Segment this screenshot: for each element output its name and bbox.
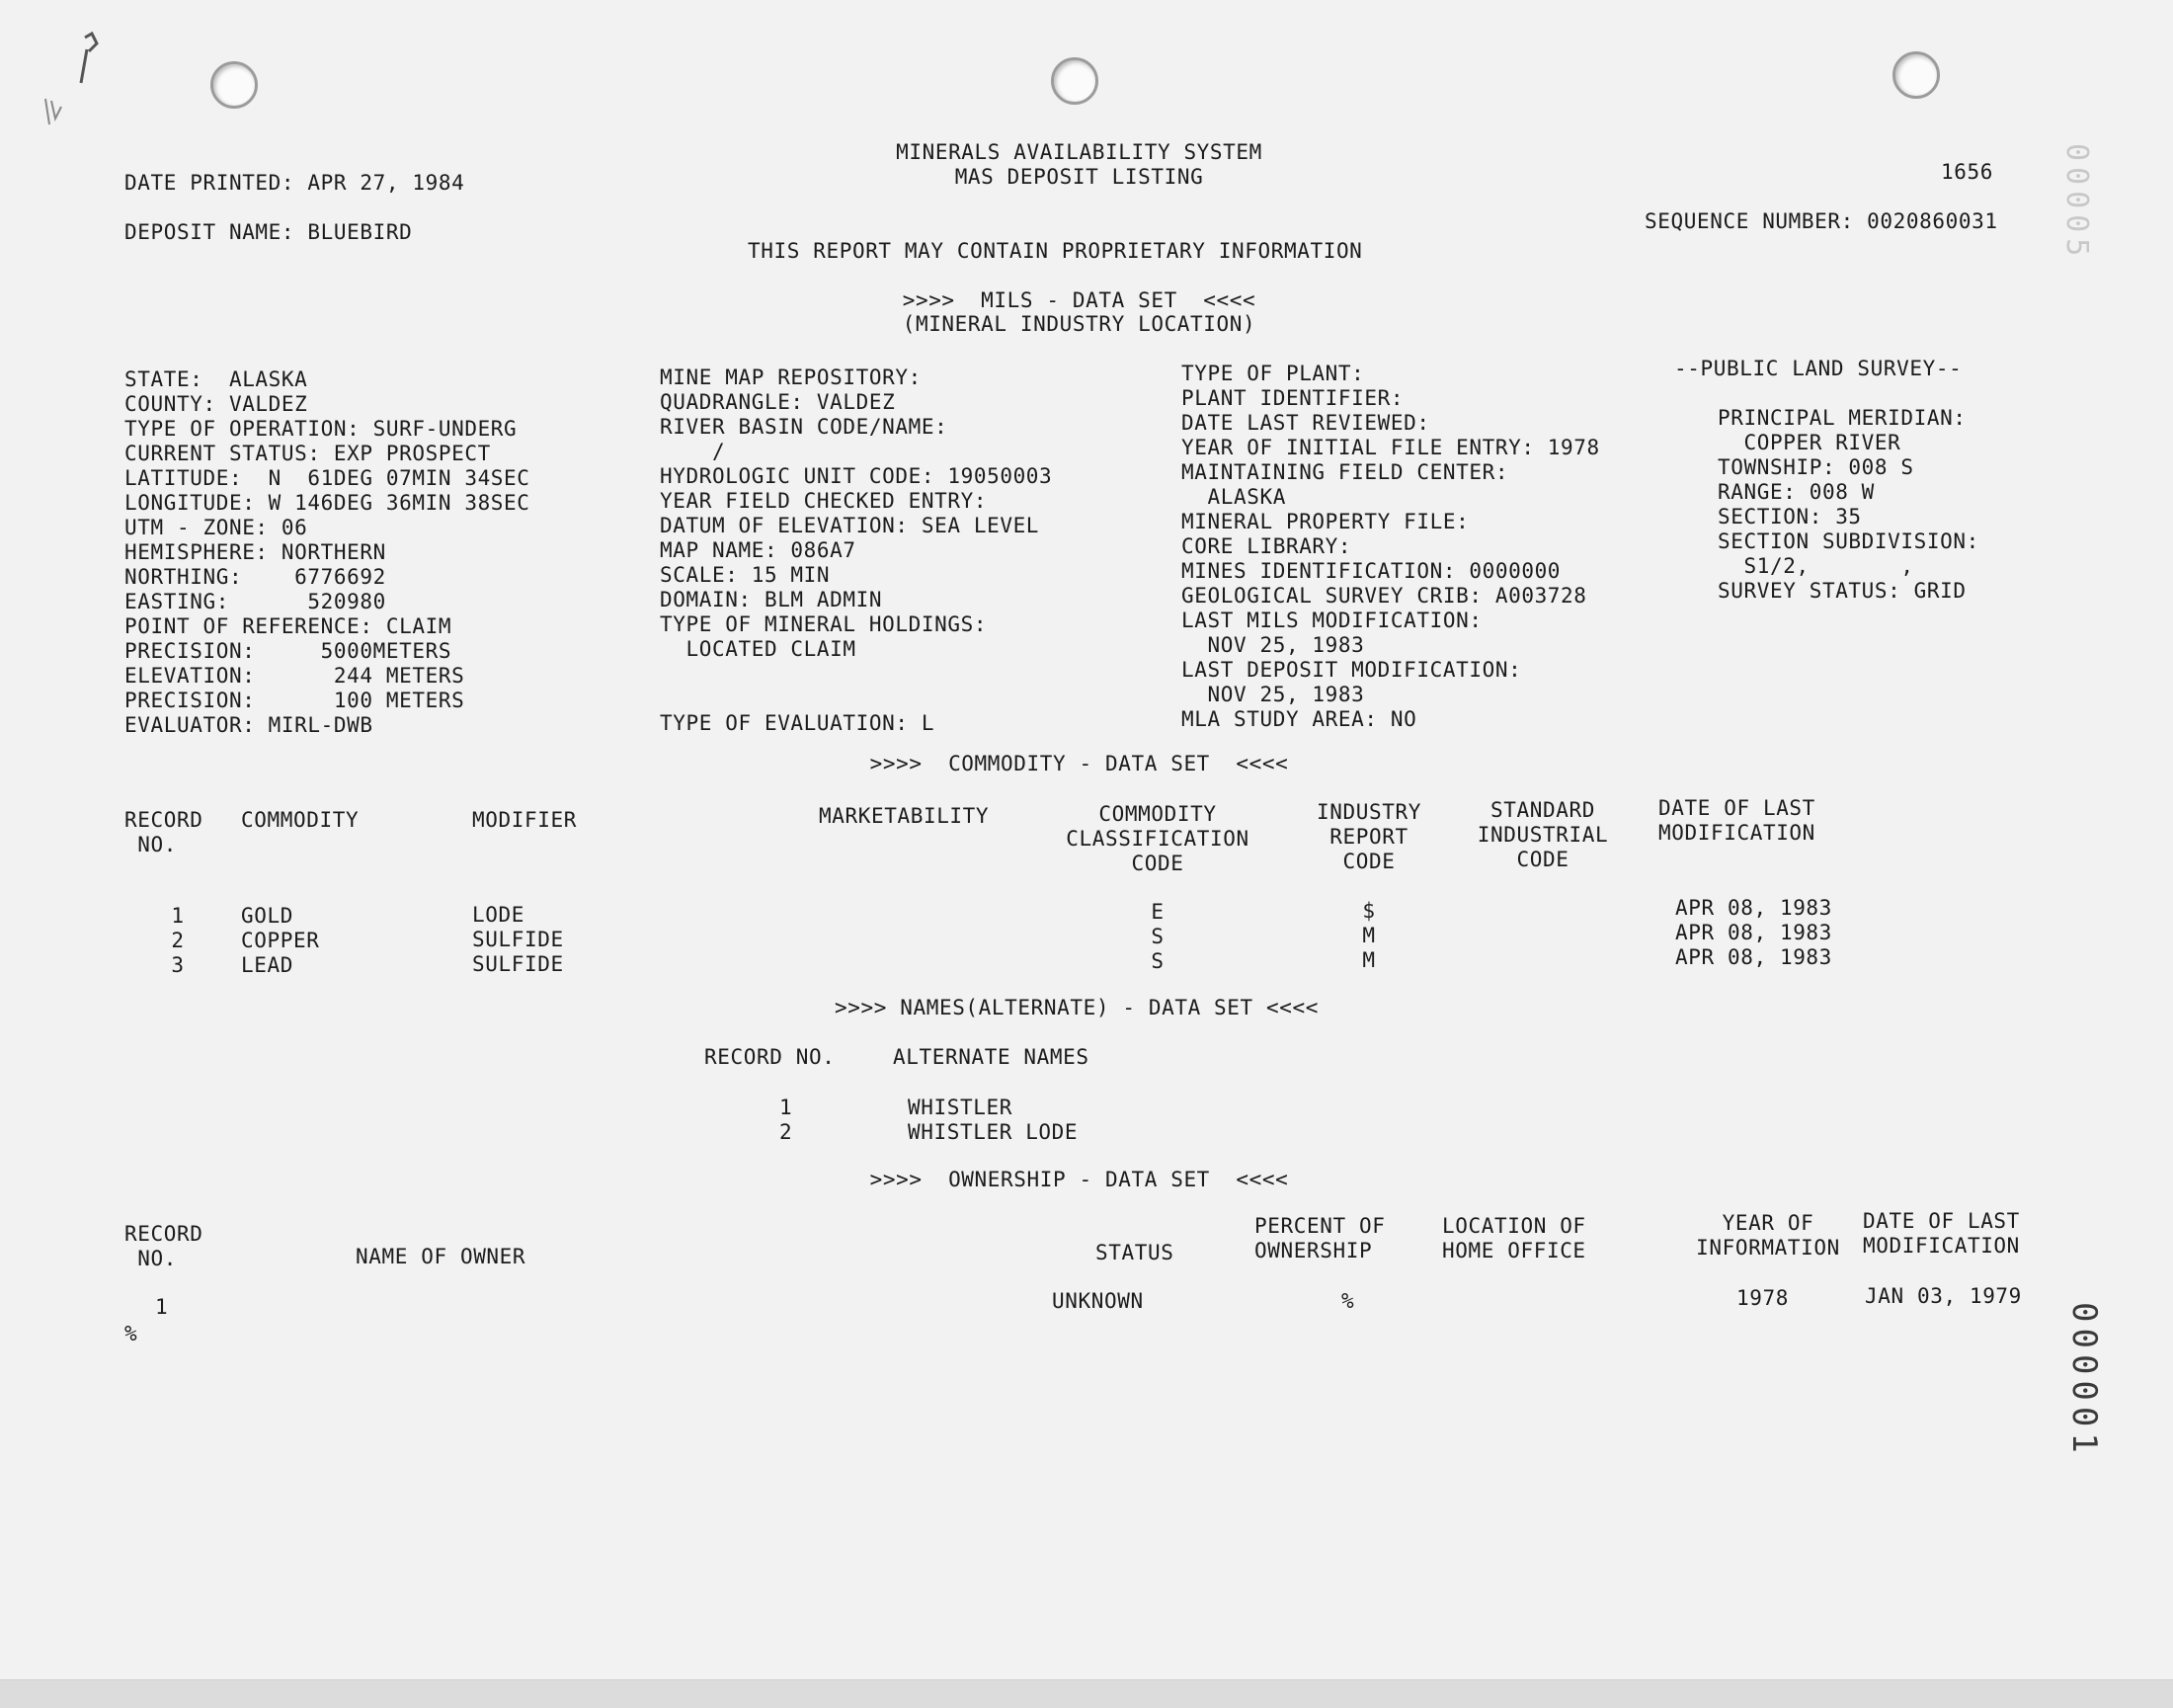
field-line: LOCATED CLAIM: [660, 637, 856, 661]
field-line: NORTHING: 6776692: [124, 565, 386, 589]
col-header-last-mod: DATE OF LAST MODIFICATION: [1658, 796, 1815, 845]
mils-heading: >>>> MILS - DATA SET <<<<: [902, 288, 1256, 312]
punch-hole-left: [210, 61, 258, 109]
cell-commodity: COPPER: [241, 929, 320, 952]
field-line: HYDROLOGIC UNIT CODE: 19050003: [660, 464, 1053, 488]
proprietary-notice: THIS REPORT MAY CONTAIN PROPRIETARY INFORMATION: [748, 239, 1363, 263]
pls-heading: --PUBLIC LAND SURVEY--: [1674, 357, 1963, 380]
field-line: MLA STUDY AREA: NO: [1181, 707, 1417, 731]
cell-last-mod: JAN 03, 1979: [1865, 1284, 2022, 1308]
system-title: MINERALS AVAILABILITY SYSTEM: [896, 140, 1262, 164]
col-header-record-no: RECORD NO.: [704, 1045, 836, 1069]
field-line: POINT OF REFERENCE: CLAIM: [124, 614, 452, 638]
col-header-status: STATUS: [1095, 1241, 1174, 1264]
cell-class-code: S: [1151, 925, 1165, 948]
col-header-percent: PERCENT OF OWNERSHIP: [1254, 1214, 1386, 1262]
cell-record-no: 3: [171, 953, 185, 977]
col-header-record-no: RECORD NO.: [124, 808, 203, 856]
field-line: MINE MAP REPOSITORY:: [660, 366, 922, 389]
page-number: 1656: [1941, 160, 1993, 184]
cell-alternate-name: WHISTLER LODE: [908, 1120, 1079, 1144]
cell-industry-code: M: [1362, 948, 1376, 972]
pen-mark-icon: [38, 30, 107, 128]
percent-mark: %: [124, 1322, 138, 1345]
cell-last-mod: APR 08, 1983: [1675, 921, 1832, 944]
field-line: GEOLOGICAL SURVEY CRIB: A003728: [1181, 584, 1587, 608]
type-of-evaluation: TYPE OF EVALUATION: L: [660, 711, 935, 735]
field-line: PLANT IDENTIFIER:: [1181, 386, 1405, 410]
sequence-number: SEQUENCE NUMBER: 0020860031: [1645, 209, 1998, 233]
cell-industry-code: $: [1362, 899, 1376, 923]
cell-commodity: LEAD: [241, 953, 293, 977]
field-line: TOWNSHIP: 008 S: [1718, 455, 1914, 479]
col-header-owner: NAME OF OWNER: [356, 1245, 526, 1268]
field-line: COPPER RIVER: [1718, 431, 1901, 454]
cell-year: 1978: [1736, 1286, 1789, 1310]
cell-modifier: SULFIDE: [472, 952, 564, 976]
col-header-modifier: MODIFIER: [472, 808, 577, 832]
field-line: EASTING: 520980: [124, 590, 386, 613]
cell-record-no: 1: [779, 1096, 793, 1119]
margin-stamp-bottom: 000001: [2064, 1302, 2104, 1459]
field-line: MAP NAME: 086A7: [660, 538, 856, 562]
field-line: PRINCIPAL MERIDIAN:: [1718, 406, 1967, 430]
field-line: SECTION SUBDIVISION:: [1718, 529, 1979, 553]
cell-commodity: GOLD: [241, 904, 293, 928]
field-line: MINERAL PROPERTY FILE:: [1181, 510, 1470, 533]
col-header-marketability: MARKETABILITY: [819, 804, 990, 828]
field-line: PRECISION: 100 METERS: [124, 689, 465, 712]
field-line: NOV 25, 1983: [1181, 633, 1365, 657]
cell-record-no: 2: [171, 929, 185, 952]
field-line: SCALE: 15 MIN: [660, 563, 831, 587]
cell-record-no: 1: [171, 904, 185, 928]
cell-class-code: S: [1151, 949, 1165, 973]
field-line: TYPE OF MINERAL HOLDINGS:: [660, 612, 988, 636]
field-line: PRECISION: 5000METERS: [124, 639, 452, 663]
punch-hole-center: [1051, 57, 1098, 105]
field-line: QUADRANGLE: VALDEZ: [660, 390, 896, 414]
cell-record-no: 1: [155, 1295, 169, 1319]
field-line: NOV 25, 1983: [1181, 683, 1365, 706]
field-line: DOMAIN: BLM ADMIN: [660, 588, 883, 611]
field-line: S1/2, ,: [1718, 554, 1914, 578]
field-line: TYPE OF OPERATION: SURF-UNDERG: [124, 417, 518, 441]
field-line: CORE LIBRARY:: [1181, 534, 1352, 558]
cell-modifier: SULFIDE: [472, 928, 564, 951]
field-line: YEAR FIELD CHECKED ENTRY:: [660, 489, 988, 513]
field-line: ALASKA: [1181, 485, 1286, 509]
margin-stamp-top: 00005: [2059, 143, 2094, 263]
field-line: SURVEY STATUS: GRID: [1718, 579, 1967, 603]
cell-class-code: E: [1151, 900, 1165, 924]
field-line: RIVER BASIN CODE/NAME:: [660, 415, 948, 439]
listing-title: MAS DEPOSIT LISTING: [954, 165, 1204, 189]
field-line: EVALUATOR: MIRL-DWB: [124, 713, 373, 737]
field-line: SECTION: 35: [1718, 505, 1862, 529]
field-line: TYPE OF PLANT:: [1181, 362, 1365, 385]
field-line: LATITUDE: N 61DEG 07MIN 34SEC: [124, 466, 530, 490]
field-line: LAST DEPOSIT MODIFICATION:: [1181, 658, 1522, 682]
cell-alternate-name: WHISTLER: [908, 1096, 1012, 1119]
col-header-alternate-names: ALTERNATE NAMES: [893, 1045, 1089, 1069]
col-header-commodity: COMMODITY: [241, 808, 360, 832]
col-header-year: YEAR OF INFORMATION: [1696, 1211, 1840, 1260]
cell-modifier: LODE: [472, 903, 524, 927]
field-line: UTM - ZONE: 06: [124, 516, 308, 539]
field-line: LAST MILS MODIFICATION:: [1181, 609, 1483, 632]
col-header-industry-code: INDUSTRY REPORT CODE: [1317, 800, 1421, 873]
field-line: /: [660, 440, 726, 463]
field-line: MAINTAINING FIELD CENTER:: [1181, 460, 1509, 484]
ownership-heading: >>>> OWNERSHIP - DATA SET <<<<: [869, 1168, 1289, 1191]
col-header-location: LOCATION OF HOME OFFICE: [1442, 1214, 1586, 1262]
cell-status: UNKNOWN: [1052, 1289, 1144, 1313]
field-line: HEMISPHERE: NORTHERN: [124, 540, 386, 564]
field-line: COUNTY: VALDEZ: [124, 392, 308, 416]
deposit-name: DEPOSIT NAME: BLUEBIRD: [124, 220, 413, 244]
commodity-heading: >>>> COMMODITY - DATA SET <<<<: [869, 752, 1289, 775]
field-line: YEAR OF INITIAL FILE ENTRY: 1978: [1181, 436, 1600, 459]
col-header-sic: STANDARD INDUSTRIAL CODE: [1477, 798, 1609, 871]
date-printed: DATE PRINTED: APR 27, 1984: [124, 171, 465, 195]
cell-last-mod: APR 08, 1983: [1675, 945, 1832, 969]
field-line: MINES IDENTIFICATION: 0000000: [1181, 559, 1562, 583]
field-line: DATE LAST REVIEWED:: [1181, 411, 1430, 435]
field-line: DATUM OF ELEVATION: SEA LEVEL: [660, 514, 1040, 537]
col-header-classification: COMMODITY CLASSIFICATION CODE: [1066, 802, 1249, 875]
field-line: CURRENT STATUS: EXP PROSPECT: [124, 442, 491, 465]
names-heading: >>>> NAMES(ALTERNATE) - DATA SET <<<<: [835, 996, 1319, 1019]
punch-hole-right: [1892, 51, 1940, 99]
cell-percent: %: [1341, 1289, 1355, 1313]
field-line: RANGE: 008 W: [1718, 480, 1875, 504]
mils-subheading: (MINERAL INDUSTRY LOCATION): [902, 312, 1256, 336]
col-header-last-mod: DATE OF LAST MODIFICATION: [1863, 1209, 2020, 1258]
cell-record-no: 2: [779, 1120, 793, 1144]
cell-industry-code: M: [1362, 924, 1376, 947]
field-line: ELEVATION: 244 METERS: [124, 664, 465, 688]
scan-edge: [0, 1679, 2173, 1708]
cell-last-mod: APR 08, 1983: [1675, 896, 1832, 920]
col-header-record-no: RECORD NO.: [124, 1222, 203, 1270]
field-line: STATE: ALASKA: [124, 367, 308, 391]
field-line: LONGITUDE: W 146DEG 36MIN 38SEC: [124, 491, 530, 515]
